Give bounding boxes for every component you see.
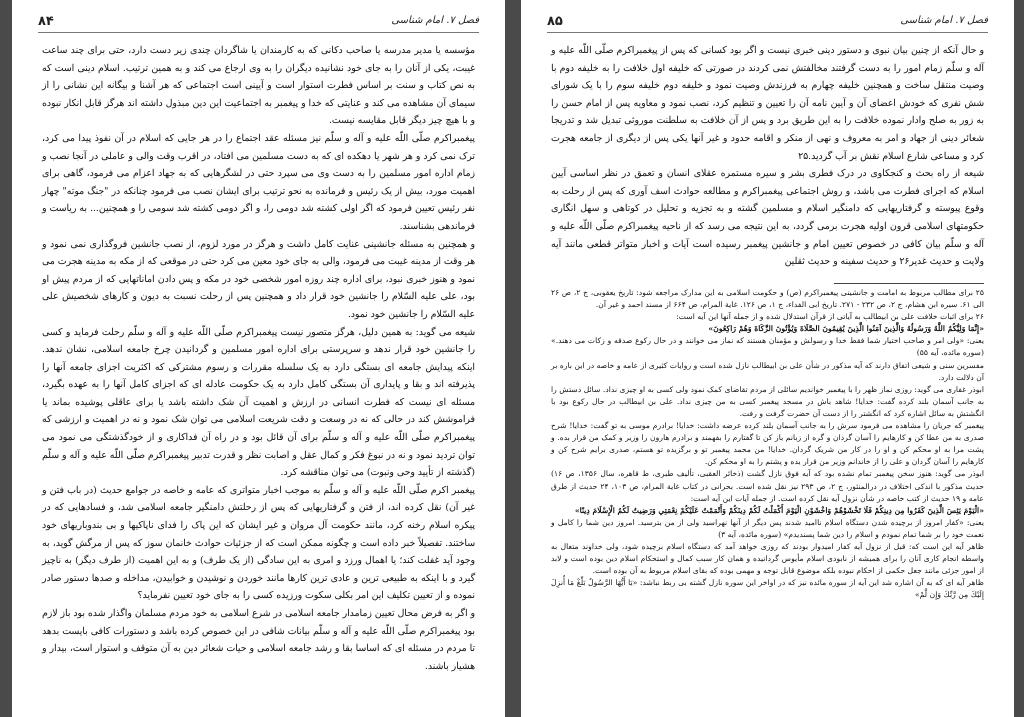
body-text	[551, 42, 984, 271]
quran-verse: «الْيَوْمَ يَئِسَ الَّذِينَ كَفَرُوا مِن دِينِكُمْ فَلَا تَخْشَوْهُمْ وَاخْشَوْنِ الْيَوْمَ أَكْمَلْتُ لَكُمْ دِينَكُمْ وَأَتْمَمْتُ عَلَيْكُمْ نِعْمَتِي وَرَضِيتُ لَكُمُ الْإِسْلَامَ دِينًا»	[574, 505, 984, 515]
footnote: یعنی: «ولی امر و صاحب اختیار شما فقط خدا و رسولش و مؤمنان هستند که نماز می خوانند و در حال رکوع صدقه و زکات می دهند.» (سوره مائده، آیه ۵۵)	[551, 336, 984, 358]
footnote: ۲۶ برای اثبات خلافت علی بن ابیطالب به آیاتی از قرآن استدلال شده و از جمله آنها این آیه است:	[676, 312, 984, 322]
footnote: ظاهر آیه ای که به آن اشاره شد این آیه از سوره مائده نیز که در اواخر این سوره نازل گشته بی ربط نباشد: «يَا أَيُّهَا الرَّسُولُ بَلِّغْ مَا أُنزِلَ إِلَيْكَ مِن رَّبِّكَ وَإِن لَّمْ»	[551, 578, 984, 600]
footnotes	[551, 287, 984, 601]
footnote-divider	[834, 283, 984, 284]
paragraph: و حال آنکه از چنین بیان نبوی و دستور دینی خبری نیست و اگر بود کسانی که پس از پیغمبراکرم صلّی اللّه علیه و آله و سلّم زمام امور را به دست گرفتند مخالفتش نمی کردند در صورتی که خلیفه اول خلافت را به خلیفه دوم با وصیت منتقل ساخت و همچنین خلیفه چهارم به فرزندش وصیت نمود و خلیفه دوم خلیفه سوم را با یک شورای شش نفری که خودش اعضای آن و آیین نامه آن را تعیین و تنظیم کرد، نصب نمود و معاویه پس از امام حسن را به زور به صلح وادار نموده خلافت را به این طریق برد و پس از آن خلافت به سلطنت موروثی تبدیل شد و تدریجا شعائر دینی از جهاد و امر به معروف و نهی از منکر و اقامه حدود و غیر آنها یکی پس از دیگری از جامعه هجرت کرد و مساعی شارع اسلام نقش بر آب گردید.۲۵	[551, 45, 984, 162]
footnote: مفسرین سنی و شیعی اتفاق دارند که آیه مذکور در شأن علی بن ابیطالب نازل شده است و روایات کثیری از عامه و خاصه در این باره بر آن دلالت دارد.	[551, 360, 984, 382]
quran-verse: «إِنَّمَا وَلِيُّكُمُ اللَّهُ وَرَسُولُهُ وَالَّذِينَ آمَنُوا الَّذِينَ يُقِيمُونَ الصَّلَاةَ وَيُؤْتُونَ الزَّكَاةَ وَهُمْ رَاكِعُونَ»	[708, 324, 984, 334]
body-text	[42, 42, 475, 675]
right-page	[521, 0, 1014, 717]
left-page	[12, 0, 505, 717]
paragraph: و اگر به فرض محال تعیین زمامدار جامعه اسلامی در شرع اسلامی به خود مردم مسلمان واگذار شده بود باز لازم بود پیغمبراکرم صلّی اللّه علیه و آله و سلّم بیانات شافی در این خصوص کرده باشد و دستورات کافی بایست بدهد تا مردم در مسئله ای که اساسا بقا و رشد جامعه اسلامی و حیات شعائر دین به آن متوقف و استوار است، بیدار و هشیار باشند.	[42, 608, 475, 672]
page-number: ۸۵	[547, 14, 563, 29]
paragraph: شیعه می گوید: به همین دلیل، هرگز متصور نیست پیغمبراکرم صلّی اللّه علیه و آله و سلّم رحلت فرماید و کسی را جانشین خود قرار ندهد و سرپرستی برای اداره امور مسلمین و گردانیدن چرخ جامعه اسلامی، نشان ندهد. اینکه پیدایش جامعه ای بستگی دارد به یک سلسله مقررات و رسوم مشترکی که اکثریت اجزای جامعه آنها را پذیرفته اند و بقا و پایداری آن بستگی کامل دارد به یک حکومت عادله ای که اجزای کامل آنها را به عهده بگیرد، مسئله ای نیست که فطرت انسانی در ارزش و اهمیت آن شک داشته باشد یا برای عاقلی پوشیده بماند یا فراموشش کند در حالی که نه در وسعت و دقت شریعت اسلامی می توان شک نمود و نه در اهمیت و ارزشی که پیغمبراکرم صلّی اللّه علیه و آله و سلّم برای آن قائل بود و در راه آن فداکاری و از خودگذشتگی می نمود می توان تردید نمود و نه در نبوغ فکر و کمال عقل و اصابت نظر و قدرت تدبیر پیغمبراکرم صلّی اللّه علیه و آله و سلّم (گذشته از تأیید وحی ونبوت) می توان مناقشه کرد.	[42, 326, 475, 479]
footnote: ۲۵ برای مطالب مربوط به امامت و جانشینی پیغمبراکرم (ص) و حکومت اسلامی به این مدارک مراجعه شود: تاریخ یعقوبی، ج ۲، ص ۲۶ الی ۶۱. سیره ابن هشام، ج ۲، ص ۲۳۲ - ۲۷۱. تاریخ ابی الفداء، ج ۱، ص ۱۲۶. غایة المرام، ص ۶۶۴ از مسند احمد و غیر آن.	[551, 288, 984, 310]
footnote: ظاهر آیه این است که: قبل از نزول آیه کفار امیدوار بودند که روزی خواهد آمد که دستگاه اسلام برچیده شود، ولی خداوند متعال به واسطه انجام کاری آنان را برای همیشه از نابودی اسلام مأیوس گردانیده و همان کار سبب کمال و استحکام اسلام دین بوده است و لابد از امور جزئی مانند جعل حکمی از احکام نبوده بلکه موضوع قابل توجه و مهمی بوده که بقای اسلام مربوط به آن بوده است.	[551, 541, 984, 576]
paragraph: پیغمبراکرم صلّی اللّه علیه و آله و سلّم نیز مسئله عقد اجتماع را در هر جایی که اسلام در آن نفوذ پیدا می کرد، ترک نمی کرد و هر شهر یا دهکده ای که به دست مسلمین می افتاد، در اقرب وقت والی و عاملی در آنجا نصب و زمام اداره امور مسلمین را به دست وی می سپرد حتی در لشگرهایی که به جهاد اعزام می فرمود، گاهی برای اهمیت مورد، بیش از یک رئیس و فرمانده به نحو ترتیب برای ایشان نصب می فرمود چنانکه در "جنگ موته" چهار نفر رئیس تعیین فرمود که اگر اولی کشته شد دومی را، و اگر دومی کشته شد سومی را و همچنین... به ریاست و فرماندهی بشناسند.	[42, 132, 475, 232]
page-header	[38, 14, 479, 33]
footnote: یعنی: «کفار امروز از برچیده شدن دستگاه اسلام ناامید شدند پس دیگر از آنها نهراسید ولی از من بترسید. امروز دین شما را کامل و نعمت خود را بر شما تمام نمودم و اسلام را دین شما پسندیدم» (سوره مائده، آیه ۳)	[551, 517, 984, 539]
paragraph: مؤسسه یا مدیر مدرسه یا صاحب دکانی که به کارمندان یا شاگردان چندی زیر دست دارد، حتی برای چند ساعت غیبت، یکی از آنان را به جای خود نشانیده دیگران را به وی ارجاع می کند و به همین ترتیب. اسلام دینی است که به نص کتاب و سنت بر اساس فطرت استوار است و آیینی است اجتماعی که هر آشنا و بیگانه این نشانی را از سیمای آن مشاهده می کند و عنایتی که خدا و پیغمبر به اجتماعیت این دین مبذول داشته اند هرگز قابل انکار نبوده و با هیچ چیز دیگر قابل مقایسه نیست.	[42, 45, 475, 127]
page-header	[547, 14, 988, 33]
footnote: ابوذر می گوید: هنوز سخن پیغمبر تمام نشده بود که آیه فوق نازل گشت (ذخائر العقبی، تألیف طبری، ط قاهره، سال ۱۳۵۶، ص ۱۶) حدیث مذکور با اندکی اختلاف در درالمنثور، ج ۲، ص ۲۹۳ نیز نقل شده است. بحرانی در کتاب غایة المرام، ص ۱۰۳، ۲۴ حدیث از طرق عامه و ۱۹ حدیث از کتب خاصه در شأن نزول آیه نقل کرده است. از جمله آیات این آیه است:	[551, 469, 984, 503]
page-number: ۸۴	[38, 14, 54, 29]
paragraph: شیعه از راه بحث و کنجکاوی در درک فطری بشر و سیره مستمره عقلای انسان و تعمق در نظر اساسی آیین اسلام که اجرای فطرت می باشد، و روش اجتماعی پیغمبراکرم و مطالعه حوادث اسف آوری که پس از رحلت به وقوع پیوسته و گرفتاریهایی که دامنگیر اسلام و مسلمین گشته و به تجزیه و تحلیل در کوتاهی و سهل انگاری حکومتهای اسلامی قرون اولیه هجرت برمی گردد، به این نتیجه می رسد که از ناحیه پیغمبراکرم صلّی اللّه علیه و آله و سلّم بیان کافی در خصوص تعیین امام و جانشین پیغمبر رسیده است آیات و اخبار متواتر قطعی مانند آیه ولایت و حدیث غدیر۲۶ و حدیث سفینه و حدیث ثقلین	[551, 168, 984, 268]
chapter-title: فصل ۷. امام شناسی	[391, 15, 479, 26]
chapter-title: فصل ۷. امام شناسی	[900, 15, 988, 26]
paragraph: پیغمبر اکرم صلّی اللّه علیه و آله و سلّم به موجب اخبار متواتری که عامه و خاصه در جوامع حدیث (در باب فتن و غیر آن) نقل کرده اند، از فتن و گرفتاریهایی که پس از رحلتش دامنگیر جامعه اسلامی شد، و فسادهایی که در پیکره اسلام رخنه کرد، مانند حکومت آل مروان و غیر ایشان که این پاک را فدای ناپاکیها و بی بندوباریهای خود ساختند. تفصیلاً خبر داده است و چگونه ممکن است که از جزئیات حوادث خانمان سوز که پس از مرگش گوید، به وجود آید غفلت کند؛ یا اهمال ورزد و امری به این سادگی (از یک طرف) و به این اهمیت (از طرف دیگر) به ناچیز گیرد و با اینکه به طبیعی ترین و عادی ترین کارها مانند خوردن و نوشیدن و خوابیدن، مداخله و صدها دستور صادر نموده و از تعیین تکلیف این امر بکلی سکوت ورزیده کسی را به جای خود تعیین نفرماید؟	[42, 484, 475, 602]
footnote: پیغمبر که جریان را مشاهده می فرمود سرش را به جانب آسمان بلند کرده عرضه داشت: خدایا! برادرم موسی به تو گفت: خدایا! شرح صدری به من عطا کن و کارهایم را آسان گردان و گره از زبانم باز کن تا گفتارم را بفهمند و برادرم هارون را وزیر و کمک من قرار بده. و پشت مرا به او محکم کن و او را در کار من شریک گردان. خدایا! من محمد پیغمبر تو و برگزیده تو هستم، صدری برایم شرح کن و کارهایم را آسان گردان و علی را از خاندانم وزیر من قرار بده و پشتم را به او محکم کن.	[551, 421, 984, 467]
footnote: ابوذر غفاری می گوید: روزی نماز ظهر را با پیغمبر خواندیم سائلی از مردم تقاضای کمک نمود ولی کسی به او چیزی نداد. سائل دستش را به جانب آسمان بلند کرده گفت: خدایا! شاهد باش در مسجد پیغمبر کسی به من چیزی نداد. علی بن ابیطالب در حال رکوع بود با انگشتش به سائل اشاره کرد که انگشتر را از دست آن حضرت گرفت و رفت.	[551, 384, 984, 418]
paragraph: و همچنین به مسئله جانشینی عنایت کامل داشت و هرگز در مورد لزوم، از نصب جانشین فروگذاری نمی نمود و هر وقت از مدینه غیبت می فرمود، والی به جای خود معین می کرد حتی در موقعی که از مکه به مدینه هجرت می نمود و هنوز خبری نبود، برای اداره چند روزه امور شخصی خود در مکه و پس دادن اماناتهایی که از مردم پیش او بود، علی علیه السّلام را جانشین خود قرار داد و همچنین پس از رحلت نسبت به دیون و کارهای شخصیش علی علیه السّلام را جانشین خود نمود.	[42, 238, 475, 320]
